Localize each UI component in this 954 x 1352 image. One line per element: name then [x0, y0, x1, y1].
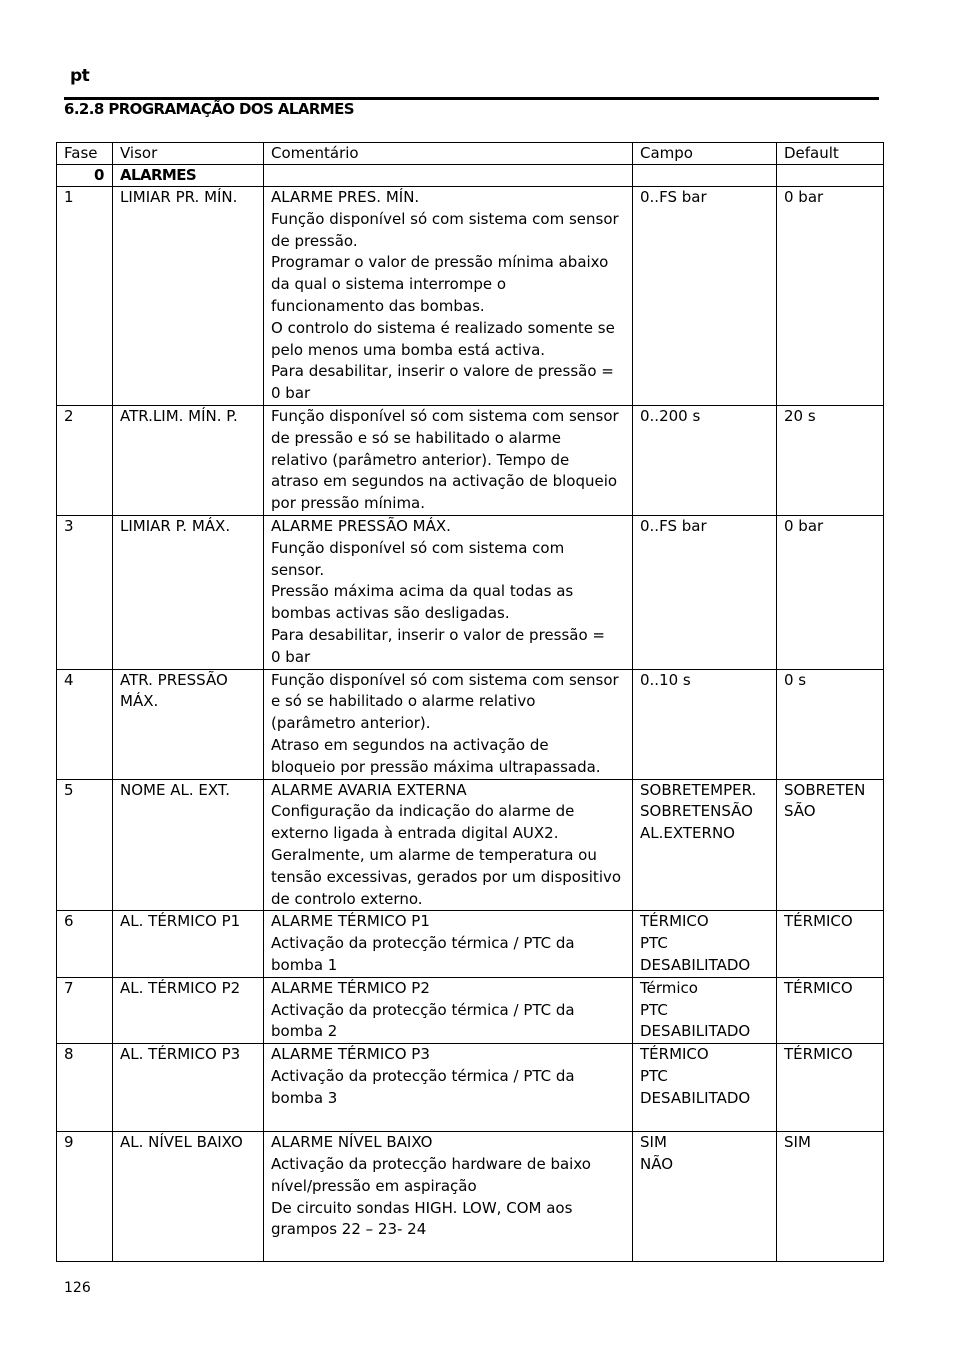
row-visor — [113, 779, 264, 911]
row-comment — [264, 779, 633, 911]
row-default — [777, 911, 884, 977]
row-visor-line: AL. TÉRMICO P1 — [120, 912, 241, 931]
row-visor — [113, 515, 264, 669]
table-row — [57, 779, 884, 911]
row-visor-line: LIMIAR P. MÁX. — [120, 516, 231, 535]
row-comment-line: Função disponível só com sistema com sensor — [271, 670, 619, 689]
row-comment — [264, 405, 633, 515]
row-comment-line: ALARME PRES. MÍN. — [271, 188, 420, 206]
row-visor — [113, 669, 264, 779]
row-default-line: SIM — [784, 1133, 811, 1152]
row-comment-line: bomba 1 — [271, 955, 338, 974]
row-visor-line: AL. TÉRMICO P3 — [120, 1045, 241, 1064]
row-comment — [264, 977, 633, 1043]
row-default — [777, 669, 884, 779]
row-campo — [633, 515, 777, 669]
row-default-line: TÉRMICO — [784, 912, 853, 931]
row-comment-line: Função disponível só com sistema com sensor — [271, 209, 619, 228]
row-campo-line: 0..FS bar — [640, 188, 707, 206]
row-comment-line: atraso em segundos na activação de bloqueio — [271, 472, 618, 491]
row-visor-line: NOME AL. EXT. — [120, 780, 231, 799]
row-visor-line: AL. TÉRMICO P2 — [120, 978, 241, 997]
row-fase: 8 — [57, 1044, 113, 1132]
row-comment-line: bloqueio por pressão máxima ultrapassada. — [271, 757, 601, 776]
row-visor-line: MÁX. — [120, 692, 159, 711]
row-default-line: 0 s — [784, 670, 807, 689]
row-comment-line: 0 bar — [271, 647, 311, 666]
row-campo — [633, 911, 777, 977]
row-campo-line: DESABILITADO — [640, 955, 751, 974]
table-row — [57, 669, 884, 779]
row-comment-line: nível/pressão em aspiração — [271, 1176, 477, 1195]
row-visor — [113, 977, 264, 1043]
row-comment-line: De circuito sondas HIGH. LOW, COM aos — [271, 1198, 573, 1217]
row-comment-line: Para desabilitar, inserir o valor de pressão = — [271, 625, 605, 644]
row-comment-line: bomba 3 — [271, 1088, 338, 1107]
row-visor — [113, 911, 264, 977]
row-campo-line: DESABILITADO — [640, 1088, 751, 1107]
group-visor: ALARMES — [113, 165, 264, 187]
row-visor-line: ATR. PRESSÃO — [120, 670, 228, 689]
row-campo-line: 0..10 s — [640, 670, 691, 689]
row-comment-line: Activação da protecção térmica / PTC da — [271, 1000, 575, 1019]
group-row-alarmes — [57, 165, 884, 187]
group-comment-empty — [264, 165, 633, 187]
row-comment — [264, 515, 633, 669]
row-comment-line: 0 bar — [271, 384, 311, 403]
column-header-default: Default — [777, 143, 884, 165]
row-comment — [264, 911, 633, 977]
row-default-line: 20 s — [784, 406, 816, 425]
row-campo — [633, 1044, 777, 1132]
row-campo-line: AL.EXTERNO — [640, 824, 735, 843]
section-title: 6.2.8 PROGRAMAÇÃO DOS ALARMES — [64, 100, 354, 118]
row-comment-line: ALARME TÉRMICO P3 — [271, 1045, 430, 1064]
row-comment-line: bombas activas são desligadas. — [271, 604, 510, 623]
group-fase: 0 — [57, 165, 113, 187]
row-comment — [264, 1044, 633, 1132]
row-campo — [633, 669, 777, 779]
row-comment-line: da qual o sistema interrompe o — [271, 275, 507, 294]
row-campo-line: 0..200 s — [640, 406, 701, 425]
row-default-line: TÉRMICO — [784, 978, 853, 997]
table-row — [57, 515, 884, 669]
row-default — [777, 1132, 884, 1262]
row-comment-line: (parâmetro anterior). — [271, 714, 431, 733]
row-default — [777, 515, 884, 669]
row-campo — [633, 187, 777, 406]
row-fase: 7 — [57, 977, 113, 1043]
column-header-comentario: Comentário — [264, 143, 633, 165]
row-campo — [633, 405, 777, 515]
table-row — [57, 911, 884, 977]
row-fase: 3 — [57, 515, 113, 669]
row-campo-line: 0..FS bar — [640, 516, 707, 535]
language-code: pt — [70, 66, 90, 86]
row-comment-line: bomba 2 — [271, 1022, 338, 1041]
row-visor — [113, 405, 264, 515]
row-campo — [633, 1132, 777, 1262]
row-comment-line: Função disponível só com sistema com sensor — [271, 406, 619, 425]
row-fase: 5 — [57, 779, 113, 911]
row-comment-line: Para desabilitar, inserir o valore de pressão = — [271, 362, 614, 381]
table-row — [57, 187, 884, 406]
row-comment-line: externo ligada à entrada digital AUX2. — [271, 824, 559, 843]
row-campo-line: SOBRETEMPER. — [640, 780, 757, 799]
row-comment-line: e só se habilitado o alarme relativo — [271, 692, 536, 711]
row-comment-line: ALARME TÉRMICO P2 — [271, 978, 430, 997]
row-comment-line: de pressão. — [271, 231, 358, 250]
column-header-fase: Fase — [57, 143, 113, 165]
row-comment — [264, 187, 633, 406]
row-campo-line: DESABILITADO — [640, 1022, 751, 1041]
row-default-line: SÃO — [784, 802, 816, 821]
row-campo-line: SOBRETENSÃO — [640, 802, 753, 821]
row-comment-line: Activação da protecção térmica / PTC da — [271, 1066, 575, 1085]
row-default — [777, 779, 884, 911]
row-campo-line: NÃO — [640, 1154, 674, 1173]
row-campo-line: TÉRMICO — [640, 912, 709, 931]
row-comment-line: de pressão e só se habilitado o alarme — [271, 428, 561, 447]
column-header-campo: Campo — [633, 143, 777, 165]
row-comment-line: relativo (parâmetro anterior). Tempo de — [271, 450, 570, 469]
row-default-line: SOBRETEN — [784, 780, 866, 799]
row-fase: 4 — [57, 669, 113, 779]
row-campo — [633, 779, 777, 911]
row-comment-line: Função disponível só com sistema com — [271, 538, 565, 557]
row-comment-line: Atraso em segundos na activação de — [271, 735, 549, 754]
row-comment-line: ALARME PRESSÃO MÁX. — [271, 516, 451, 535]
row-default — [777, 187, 884, 406]
row-fase: 2 — [57, 405, 113, 515]
row-visor-line: ATR.LIM. MÍN. P. — [120, 406, 238, 425]
row-comment-line: Pressão máxima acima da qual todas as — [271, 582, 574, 601]
row-default — [777, 405, 884, 515]
row-comment-line: funcionamento das bombas. — [271, 296, 485, 315]
table-row — [57, 1132, 884, 1262]
row-campo-line: PTC — [640, 1066, 668, 1085]
row-default-line: TÉRMICO — [784, 1045, 853, 1064]
row-campo-line: SIM — [640, 1133, 667, 1152]
row-campo-line: TÉRMICO — [640, 1045, 709, 1064]
table-header-row — [57, 143, 884, 165]
row-visor-line: AL. NÍVEL BAIXO — [120, 1133, 243, 1152]
table-row — [57, 405, 884, 515]
row-comment-line: pelo menos uma bomba está activa. — [271, 340, 546, 359]
row-comment-line: Configuração da indicação do alarme de — [271, 802, 575, 821]
row-comment-line: O controlo do sistema é realizado somente se — [271, 318, 615, 337]
row-campo — [633, 977, 777, 1043]
row-fase: 6 — [57, 911, 113, 977]
table-row — [57, 977, 884, 1043]
row-default — [777, 977, 884, 1043]
row-comment-line: de controlo externo. — [271, 889, 423, 908]
row-visor — [113, 1132, 264, 1262]
row-campo-line: PTC — [640, 934, 668, 953]
row-comment-line: tensão excessivas, gerados por um dispositivo — [271, 867, 622, 886]
table-row — [57, 1044, 884, 1132]
row-comment-line: ALARME NÍVEL BAIXO — [271, 1133, 433, 1152]
page-number: 126 — [64, 1280, 91, 1296]
row-comment-line: grampos 22 – 23- 24 — [271, 1220, 427, 1239]
row-comment-line: Geralmente, um alarme de temperatura ou — [271, 845, 597, 864]
row-comment-line: Activação da protecção hardware de baixo — [271, 1154, 591, 1173]
row-comment-line: sensor. — [271, 560, 325, 579]
column-header-visor: Visor — [113, 143, 264, 165]
row-fase: 9 — [57, 1132, 113, 1262]
group-campo-empty — [633, 165, 777, 187]
row-campo-line: Térmico — [640, 978, 698, 997]
row-default-line: 0 bar — [784, 516, 824, 535]
row-comment-line: ALARME AVARIA EXTERNA — [271, 780, 467, 799]
alarm-parameters-table — [56, 142, 884, 1262]
row-campo-line: PTC — [640, 1000, 668, 1019]
group-default-empty — [777, 165, 884, 187]
row-comment-line: por pressão mínima. — [271, 494, 426, 513]
row-default — [777, 1044, 884, 1132]
row-comment — [264, 1132, 633, 1262]
row-visor — [113, 187, 264, 406]
row-comment — [264, 669, 633, 779]
row-visor — [113, 1044, 264, 1132]
row-comment-line: ALARME TÉRMICO P1 — [271, 912, 430, 931]
row-comment-line: Activação da protecção térmica / PTC da — [271, 934, 575, 953]
row-comment-line: Programar o valor de pressão mínima abaixo — [271, 253, 609, 272]
row-fase: 1 — [57, 187, 113, 406]
row-visor-line: LIMIAR PR. MÍN. — [120, 188, 238, 206]
row-default-line: 0 bar — [784, 188, 824, 206]
